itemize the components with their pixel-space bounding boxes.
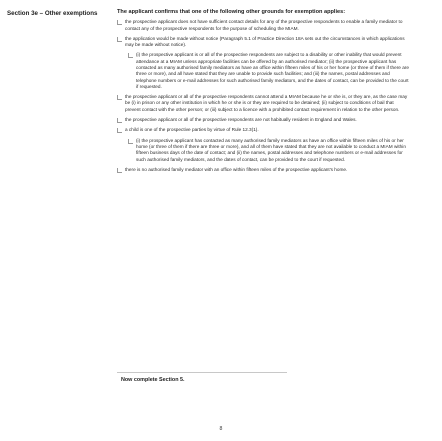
exemptions-panel [117,9,409,177]
exemption-text: (i) the prospective applicant is or all of the prospective respondents are subject to a disability or other inability that would prevent attendance at a MIAM unless appropriate facilities can be offered by an authorised mediator; (ii) the prospective applicant has contacted as many authorised family mediators as have an office within fifteen miles of his or her home (or three of them if there are three or more), and all have stated that they are unable to provide such facilities; and (iii) the names, postal addresses and telephone numbers or e-mail addresses for such authorised family mediators, and the dates of contact, can be provided to the court if requested. [136,52,409,89]
exemption-checkbox[interactable] [128,53,133,58]
exemption-list [117,19,409,173]
exemption-checkbox[interactable] [128,139,133,144]
exemption-text: there is no authorised family mediator with an office within fifteen miles of the prospective applicant's home. [125,166,348,172]
exemption-checkbox[interactable] [117,118,122,123]
section-heading: The applicant confirms that one of the following other grounds for exemption applies: [117,9,346,15]
exemption-item [117,36,409,49]
exemption-text: the prospective applicant or all of the prospective respondents are not habitually resident in England and Wales. [125,117,357,123]
exemption-text: the prospective applicant or all of the prospective respondents cannot attend a MIAM because he or she is, or they are, as the case may be (i) in prison or any other institution in which he or she is or they are required to be detained; (ii) subject to conditions of bail that prevent contact with the other person; or (iii) subject to a licence with a prohibited contact requirement in relation to the other person. [125,94,408,112]
exemption-item [117,138,409,163]
exemption-checkbox[interactable] [117,37,122,42]
exemption-item [117,52,409,90]
footer [117,372,409,383]
exemption-text: (i) the prospective applicant has contacted as many authorised family mediators as have an office within fifteen miles of his or her home (or three of them if there are three or more), and all of them have stated that they are not available to conduct a MIAM within fifteen business days of the date of contact; and (ii) the names, postal addresses and telephone numbers or e-mail addresses for such authorised family mediators, and the dates of contact, can be provided to the court if requested. [136,137,406,162]
exemption-text: the application would be made without notice (Paragraph 5.1 of Practice Direction 18A sets out the circumstances in which applications may be made without notice). [125,35,405,48]
footer-divider [117,372,287,373]
exemption-checkbox[interactable] [117,128,122,133]
section-label: Section 3e – Other exemptions [7,10,98,17]
next-step-instruction: Now complete Section 5. [121,376,185,383]
exemption-item [117,167,409,173]
exemption-item [117,94,409,113]
exemption-checkbox[interactable] [117,20,122,25]
page-number: 8 [219,426,223,432]
exemption-text: a child is one of the prospective parties by virtue of Rule 12.3(1). [125,127,259,133]
exemption-text: the prospective applicant does not have sufficient contact details for any of the prospective respondents to enable a family mediator to contact any of the prospective respondents for the purpose of scheduling the MIAM. [125,19,403,31]
exemption-checkbox[interactable] [117,95,122,100]
exemption-item [117,19,409,32]
exemption-checkbox[interactable] [117,168,122,173]
exemption-item [117,117,409,123]
exemption-item [117,127,409,133]
